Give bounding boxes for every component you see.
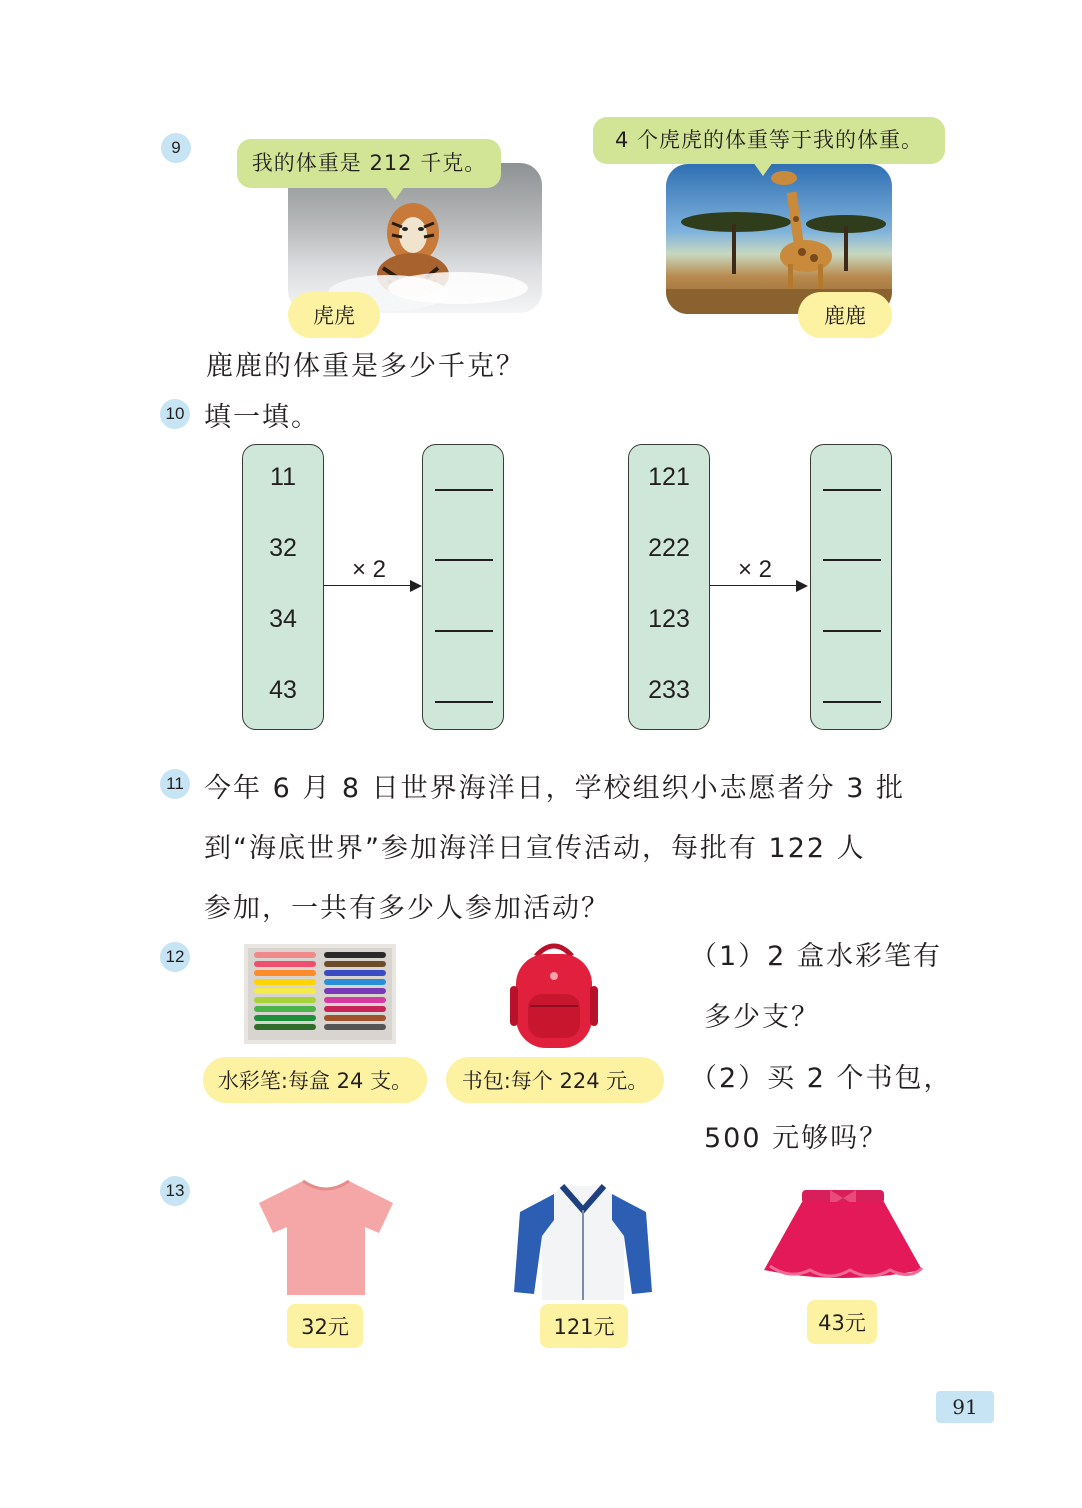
input-value: 34 [269,605,297,633]
question-11-line-1: 今年 6 月 8 日世界海洋日，学校组织小志愿者分 3 批 [204,773,906,804]
page-number: 91 [936,1391,994,1423]
question-12-sub2-line2: 500 元够吗？ [704,1123,889,1154]
answer-blank[interactable] [823,559,881,561]
question-number-9: 9 [161,133,191,163]
input-value: 233 [648,676,690,704]
tutu-skirt-image [760,1186,926,1286]
tshirt-price-tag: 32元 [287,1304,363,1348]
answer-blank[interactable] [823,701,881,703]
giraffe-speech-text: 4 个虎虎的体重等于我的体重。 [614,128,924,152]
question-number-11: 11 [160,769,190,799]
question-number-10: 10 [160,399,190,429]
question-number-12: 12 [160,942,190,972]
arrow-head-icon [796,580,808,592]
tiger-speech-text: 我的体重是 212 千克。 [251,151,487,175]
giraffe-speech-bubble [593,117,945,164]
question-12-sub1-line1: （1）2 盒水彩笔有 [690,941,942,972]
input-column-left [242,444,324,730]
backpack-image [508,936,600,1052]
bubble-tail [753,162,773,176]
tshirt-image [255,1175,397,1299]
question-11-line-3: 参加，一共有多少人参加活动？ [204,893,610,924]
question-12-sub2-line1: （2）买 2 个书包， [690,1063,953,1094]
multiply-operator: × 2 [352,556,387,583]
tiger-speech-bubble [237,139,501,188]
watercolor-pens-image [244,944,396,1044]
pens-price-tag: 水彩笔:每盒 24 支。 [203,1057,427,1103]
input-value: 222 [648,534,690,562]
input-value: 32 [269,534,297,562]
question-number-13: 13 [160,1176,190,1206]
input-value: 121 [648,463,690,491]
jacket-image [512,1180,654,1304]
answer-blank[interactable] [435,630,493,632]
jacket-price-tag: 121元 [540,1304,628,1348]
giraffe-name-tag: 鹿鹿 [798,292,892,338]
answer-blank[interactable] [823,630,881,632]
input-value: 43 [269,676,297,704]
output-column-left [422,444,504,730]
arrow-line [710,585,798,586]
question-10-title: 填一填。 [204,402,320,433]
input-value: 123 [648,605,690,633]
output-column-right [810,444,892,730]
question-9-text: 鹿鹿的体重是多少千克？ [206,351,525,382]
backpack-price-tag: 书包:每个 224 元。 [446,1057,664,1103]
input-column-right [628,444,710,730]
arrow-line [324,585,412,586]
multiply-operator: × 2 [738,556,773,583]
bubble-tail [385,186,405,200]
answer-blank[interactable] [823,489,881,491]
answer-blank[interactable] [435,701,493,703]
question-12-sub1-line2: 多少支？ [704,1002,820,1033]
answer-blank[interactable] [435,559,493,561]
tiger-name-tag: 虎虎 [288,292,380,338]
question-11-line-2: 到“海底世界”参加海洋日宣传活动，每批有 122 人 [204,833,866,864]
arrow-head-icon [410,580,422,592]
answer-blank[interactable] [435,489,493,491]
input-value: 11 [270,463,296,491]
skirt-price-tag: 43元 [807,1300,877,1344]
